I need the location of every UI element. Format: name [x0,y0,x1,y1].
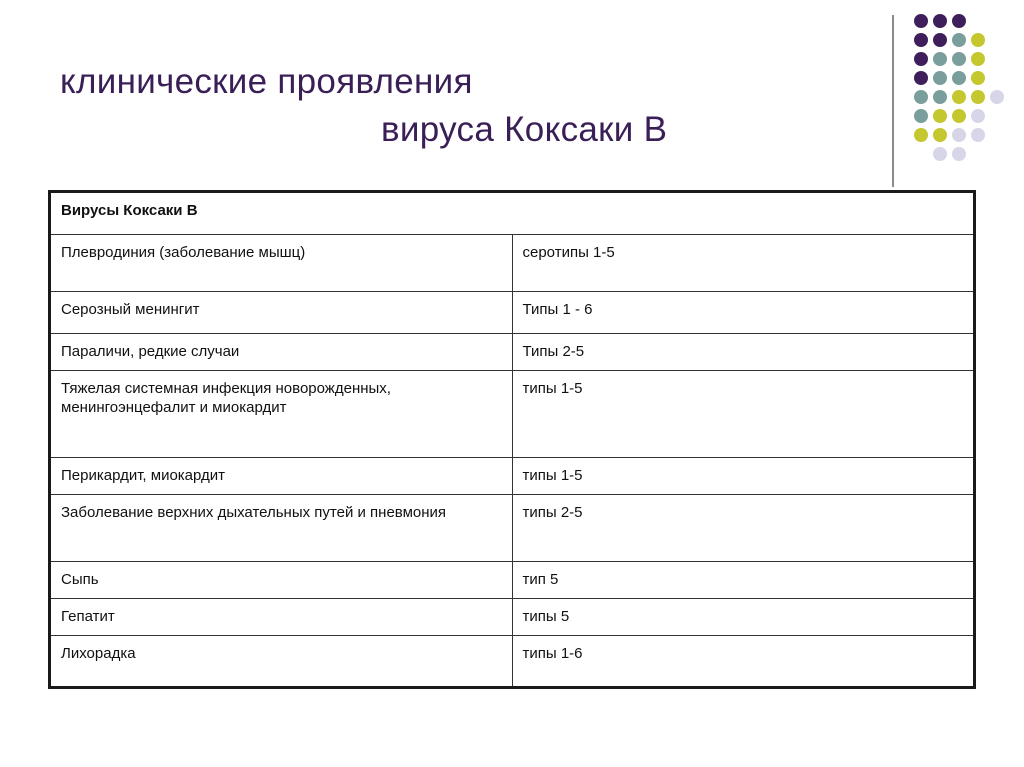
decorative-dot [952,147,966,161]
types-cell: типы 1-5 [512,371,975,458]
decorative-dot [971,33,985,47]
decorative-dot [933,128,947,142]
slide-title-line-2: вируса Коксаки В [381,110,668,149]
table-row [50,495,975,562]
table-row [50,458,975,495]
decorative-dot [971,90,985,104]
decorative-dot [914,109,928,123]
coxsackie-table [48,190,976,689]
types-cell: типы 1-5 [512,458,975,495]
decorative-dot [971,71,985,85]
decorative-dot [952,52,966,66]
decorative-dot [914,52,928,66]
decorative-dot [914,71,928,85]
condition-cell: Плевродиния (заболевание мышц) [50,235,513,292]
condition-cell: Тяжелая системная инфекция новорожденных, менингоэнцефалит и миокардит [50,371,513,458]
decorative-dot [933,33,947,47]
decorative-dot [952,90,966,104]
decorative-dot [933,71,947,85]
table-header: Вирусы Коксаки В [50,192,975,235]
decorative-dot [914,14,928,28]
decorative-dot [990,90,1004,104]
table-row [50,599,975,636]
decorative-divider [892,15,894,187]
decorative-dot [971,52,985,66]
decorative-dot [933,14,947,28]
table-header-row [50,192,975,235]
decorative-dot [971,109,985,123]
table-row [50,292,975,334]
types-cell: типы 5 [512,599,975,636]
condition-cell: Заболевание верхних дыхательных путей и пневмония [50,495,513,562]
decorative-dot [952,71,966,85]
table-row [50,562,975,599]
types-cell: Типы 1 - 6 [512,292,975,334]
condition-cell: Гепатит [50,599,513,636]
decorative-dot [952,128,966,142]
table-row [50,636,975,688]
table-row [50,235,975,292]
decorative-dot [952,109,966,123]
decorative-dot [914,128,928,142]
condition-cell: Перикардит, миокардит [50,458,513,495]
decorative-dot [971,128,985,142]
decorative-dot [933,147,947,161]
table-row [50,334,975,371]
types-cell: Типы 2-5 [512,334,975,371]
types-cell: типы 1-6 [512,636,975,688]
types-cell: серотипы 1-5 [512,235,975,292]
condition-cell: Параличи, редкие случаи [50,334,513,371]
decorative-dot [933,90,947,104]
condition-cell: Лихорадка [50,636,513,688]
types-cell: тип 5 [512,562,975,599]
condition-cell: Сыпь [50,562,513,599]
condition-cell: Серозный менингит [50,292,513,334]
decorative-dot [952,14,966,28]
slide-title-line-1: клинические проявления [60,62,473,101]
decorative-dot [952,33,966,47]
table-row [50,371,975,458]
types-cell: типы 2-5 [512,495,975,562]
decorative-dot [914,90,928,104]
decorative-dot [933,109,947,123]
decorative-dot [914,33,928,47]
decorative-dot [933,52,947,66]
